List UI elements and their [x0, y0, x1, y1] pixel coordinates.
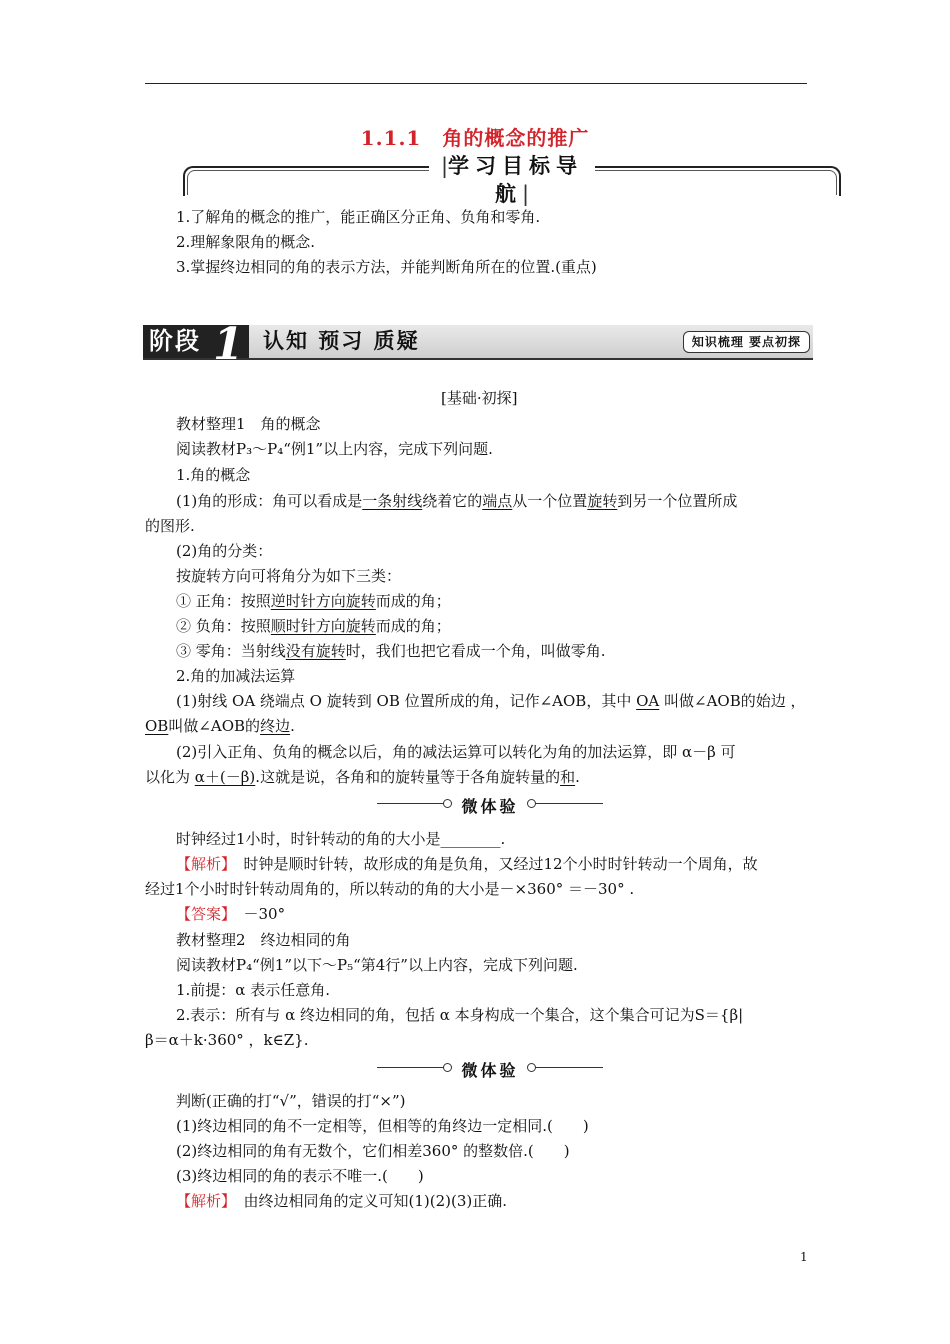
reading-instruction: 阅读教材P₃～P₄“例1”以上内容，完成下列问题. [176, 440, 493, 458]
goal-item: 2.理解象限角的概念. [176, 233, 316, 251]
stage-number: 1 [213, 319, 244, 370]
fill-answer: 终边 [260, 717, 291, 735]
learning-goals-banner [183, 152, 841, 206]
paragraph: (2)引入正角、负角的概念以后，角的减法运算可以转化为角的加法运算，即 α－β 可 [176, 743, 736, 761]
subheading: 2.角的加减法运算 [176, 667, 296, 685]
paragraph: (1)射线 OA 绕端点 O 旋转到 OB 位置所成的角，记作∠AOB，其中 OA 叫做∠AOB的始边 ， [176, 692, 806, 710]
section-heading: 教材整理2 终边相同的角 [176, 931, 351, 949]
list-item: ① 正角：按照逆时针方向旋转而成的角； [176, 592, 451, 610]
analysis: 经过1个小时时针转动周角的，所以转动的角的大小是－×360° ＝－30° . [145, 880, 635, 898]
fill-answer: 逆时针方向旋转 [270, 592, 376, 610]
paragraph: 以化为 α＋(－β).这就是说，各角和的旋转量等于各角旋转量的和. [145, 768, 580, 786]
fill-answer: 和 [560, 768, 576, 786]
fill-answer: 一条射线 [362, 492, 423, 510]
exercise-item: (1)终边相同的角不一定相等，但相等的角终边一定相同.( ) [176, 1117, 589, 1135]
stage-label: 阶段 [143, 325, 249, 358]
section-tag: [基础·初探] [441, 389, 518, 407]
banner-title: |学习目标导航| [429, 152, 595, 182]
page-number: 1 [800, 1250, 808, 1264]
weitiyan-divider: 微体验 [377, 794, 603, 814]
fill-answer: 顺时针方向旋转 [270, 617, 376, 635]
analysis-label: 【解析】 [176, 855, 229, 873]
fill-answer: 旋转 [587, 492, 618, 510]
analysis: 【解析】 时钟是顺时针转，故形成的角是负角，又经过12个小时时针转动一个周角，故 [176, 855, 758, 873]
analysis: 【解析】 由终边相同角的定义可知(1)(2)(3)正确. [176, 1192, 508, 1210]
stage-header [143, 319, 813, 370]
weitiyan-divider: 微体验 [377, 1058, 603, 1078]
paragraph: 1.前提：α 表示任意角. [176, 981, 330, 999]
paragraph: β＝α＋k·360° ，k∈Z}. [145, 1031, 309, 1049]
answer-label: 【答案】 [176, 905, 229, 923]
list-item: ③ 零角：当射线没有旋转时，我们也把它看成一个角，叫做零角. [176, 642, 606, 660]
reading-instruction: 阅读教材P₄“例1”以下～P₅“第4行”以上内容，完成下列问题. [176, 956, 578, 974]
answer: 【答案】 －30° [176, 905, 286, 923]
stage-tag: 知识梳理 要点初探 [683, 331, 810, 353]
analysis-label: 【解析】 [176, 1192, 229, 1210]
fill-answer: 端点 [482, 492, 513, 510]
goal-item: 1.了解角的概念的推广，能正确区分正角、负角和零角. [176, 208, 541, 226]
fill-answer: α＋(－β) [194, 768, 256, 786]
section-heading: 教材整理1 角的概念 [176, 415, 321, 433]
paragraph: (1)角的形成：角可以看成是一条射线绕着它的端点从一个位置旋转到另一个位置所成 [176, 492, 738, 510]
exercise-question: 时钟经过1小时，时针转动的角的大小是________. [176, 830, 506, 848]
page-title: 1.1.1 角的概念的推广 [360, 126, 590, 150]
subheading: 1.角的概念 [176, 466, 251, 484]
paragraph: (2)角的分类： [176, 542, 273, 560]
fill-answer: 没有旋转 [285, 642, 346, 660]
fill-answer: OA [636, 692, 660, 710]
stage-title: 认知 预习 质疑 [263, 329, 420, 353]
paragraph: 按旋转方向可将角分为如下三类： [176, 567, 402, 585]
paragraph: OB叫做∠AOB的终边. [145, 717, 295, 735]
paragraph: 的图形. [145, 517, 195, 535]
exercise-question: 判断(正确的打“√”，错误的打“×”) [176, 1092, 406, 1110]
fill-answer: OB [145, 717, 169, 735]
exercise-item: (3)终边相同的角的表示不唯一.( ) [176, 1167, 424, 1185]
paragraph: 2.表示：所有与 α 终边相同的角，包括 α 本身构成一个集合，这个集合可记为S＝{β| [176, 1006, 744, 1024]
list-item: ② 负角：按照顺时针方向旋转而成的角； [176, 617, 451, 635]
goal-item: 3.掌握终边相同的角的表示方法，并能判断角所在的位置.(重点) [176, 258, 597, 276]
exercise-item: (2)终边相同的角有无数个，它们相差360° 的整数倍.( ) [176, 1142, 570, 1160]
header-rule [145, 83, 807, 84]
